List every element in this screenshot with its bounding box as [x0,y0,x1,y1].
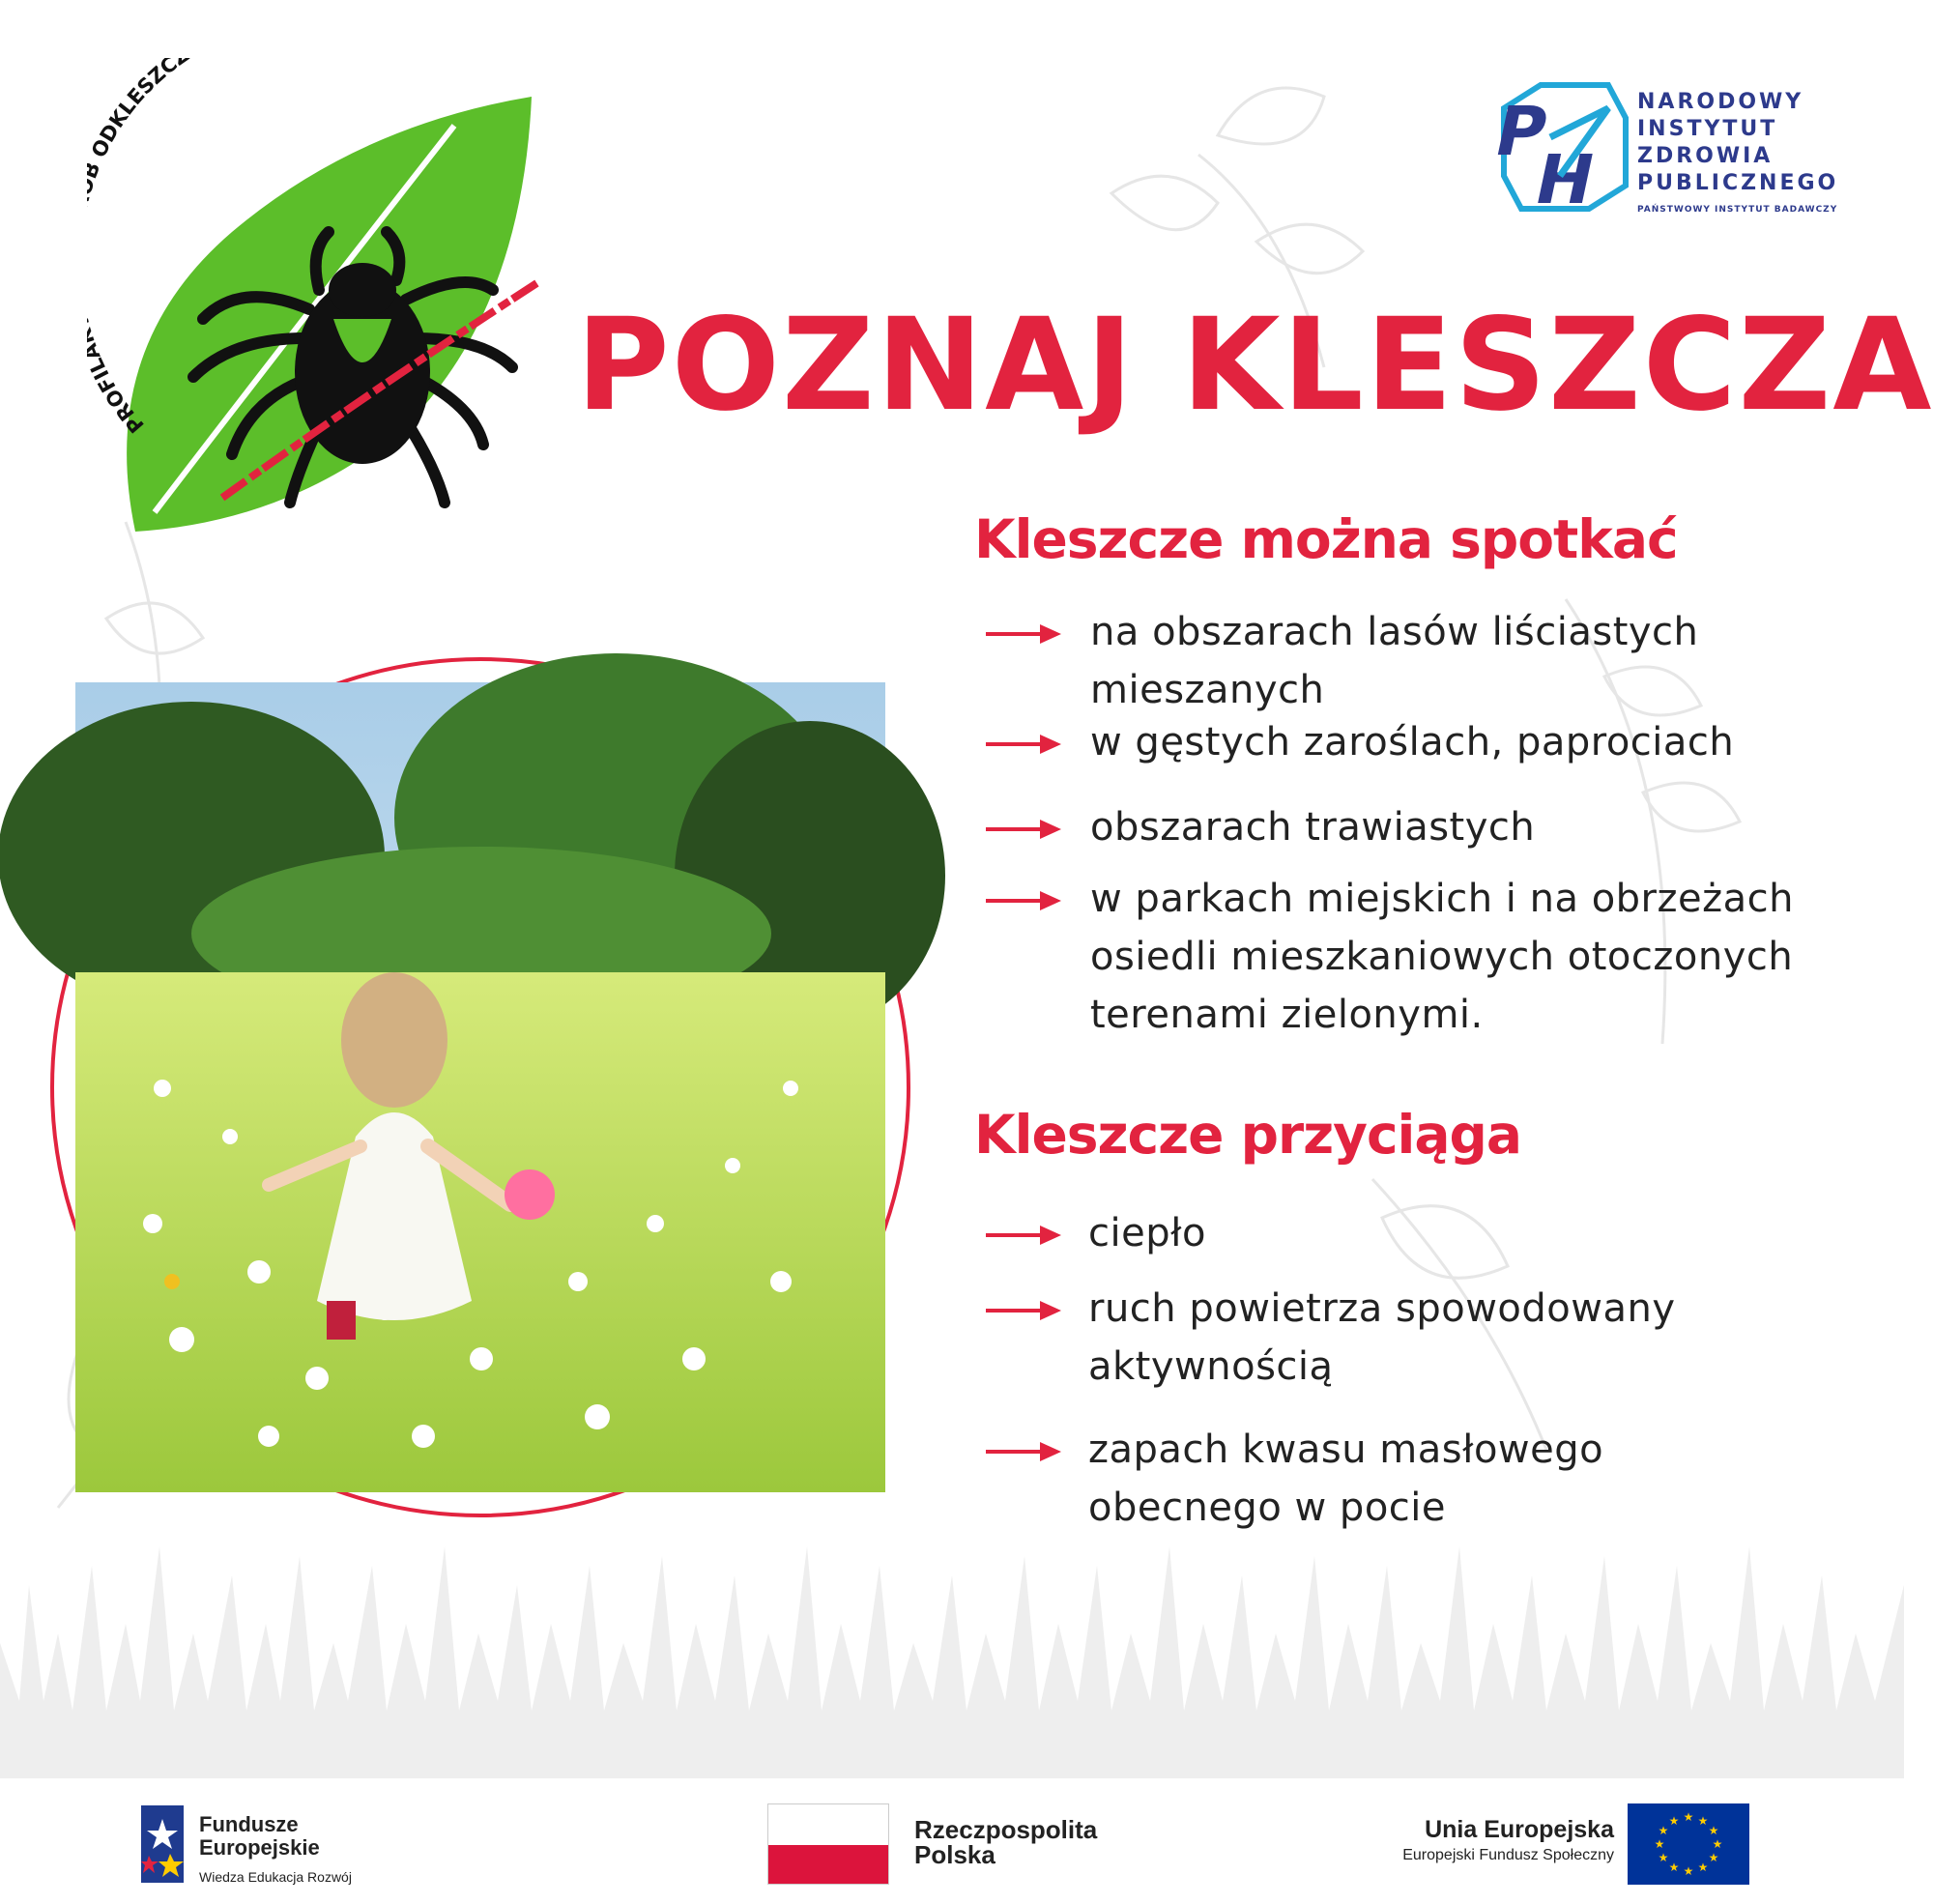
svg-text:★: ★ [1683,1810,1694,1824]
nizp-line-4: PUBLICZNEGO [1637,171,1839,195]
rp-line-1: Rzeczpospolita [914,1815,1098,1844]
svg-text:P: P [1487,91,1555,171]
list-item [986,709,1836,791]
svg-text:★: ★ [1668,1814,1680,1828]
fe-stars-icon [141,1805,184,1883]
arrow-right-icon [986,818,1063,841]
photo-frame [50,657,910,1517]
list-item [986,864,1836,1038]
page-title: POZNAJ KLESZCZA [576,291,1933,440]
fe-line-2: Europejskie [199,1835,320,1860]
section2-heading: Kleszcze przyciąga [974,1104,1521,1166]
section1-item-2: w gęstych zaroślach, paprociach [1090,720,1735,764]
svg-text:★: ★ [1697,1814,1709,1828]
arrow-right-icon [986,1224,1063,1247]
arrow-right-icon [986,1440,1063,1463]
list-item [986,791,1836,864]
section1-item-4: w parkach miejskich i na obrzeżach osiedli mieszkaniowych otoczonych terenami zielonymi. [1090,877,1794,1037]
polish-flag-icon [767,1803,889,1885]
list-item [986,1280,1836,1423]
list-item [986,605,1836,712]
arrow-right-icon [986,889,1063,912]
section2-list [986,1206,1836,1548]
tick-prevention-logo [87,58,551,541]
arrow-right-icon [986,733,1063,756]
fe-line-1: Fundusze [199,1812,299,1836]
fe-line-3: Wiedza Edukacja Rozwój [199,1869,352,1885]
arrow-right-icon [986,1299,1063,1322]
nizp-line-3: ZDROWIA [1637,144,1774,168]
pzh-icon [1487,79,1628,219]
list-item [986,1206,1836,1280]
fundusze-europejskie-logo [141,1805,392,1883]
list-item [986,1423,1836,1548]
unia-europejska-logo [1343,1803,1749,1885]
nizp-subline: PAŃSTWOWY INSTYTUT BADAWCZY [1637,205,1838,215]
nizp-line-2: INSTYTUT [1637,117,1778,141]
nizp-logo [1487,79,1839,219]
svg-text:★: ★ [1697,1861,1709,1874]
svg-text:★: ★ [1658,1824,1669,1837]
logo-ring-text: PROFI ODKLESZC [87,58,182,438]
nizp-line-1: NARODOWY [1637,90,1804,114]
ue-line-1: Unia Europejska [1425,1816,1614,1843]
leaf-tick-icon [87,58,551,541]
arrow-right-icon [986,622,1063,646]
section1-heading: Kleszcze można spotkać [974,508,1678,570]
ue-line-2: Europejski Fundusz Społeczny [1402,1847,1614,1863]
svg-text:★: ★ [1683,1864,1694,1878]
svg-text:★: ★ [1712,1837,1723,1851]
rzeczpospolita-logo [767,1803,1154,1885]
section1-item-3: obszarach trawiastych [1090,805,1536,850]
meadow-photo [75,682,885,1492]
svg-text:★: ★ [1658,1851,1669,1864]
svg-text:★: ★ [1708,1851,1719,1864]
svg-text:★: ★ [1654,1837,1665,1851]
eu-flag-icon [1628,1803,1749,1885]
svg-text:H: H [1528,139,1602,219]
section1-item-1: na obszarach lasów liściastych mieszanych [1090,610,1699,712]
section2-item-2: ruch powietrza spowodowany aktywnością [1088,1286,1676,1389]
section1-list [986,605,1836,1038]
section2-item-3: zapach kwasu masłowego obecnego w pocie [1088,1428,1604,1530]
section2-item-1: ciepło [1088,1211,1206,1255]
svg-text:★: ★ [1708,1824,1719,1837]
svg-text:★: ★ [1668,1861,1680,1874]
rp-line-2: Polska [914,1840,995,1869]
